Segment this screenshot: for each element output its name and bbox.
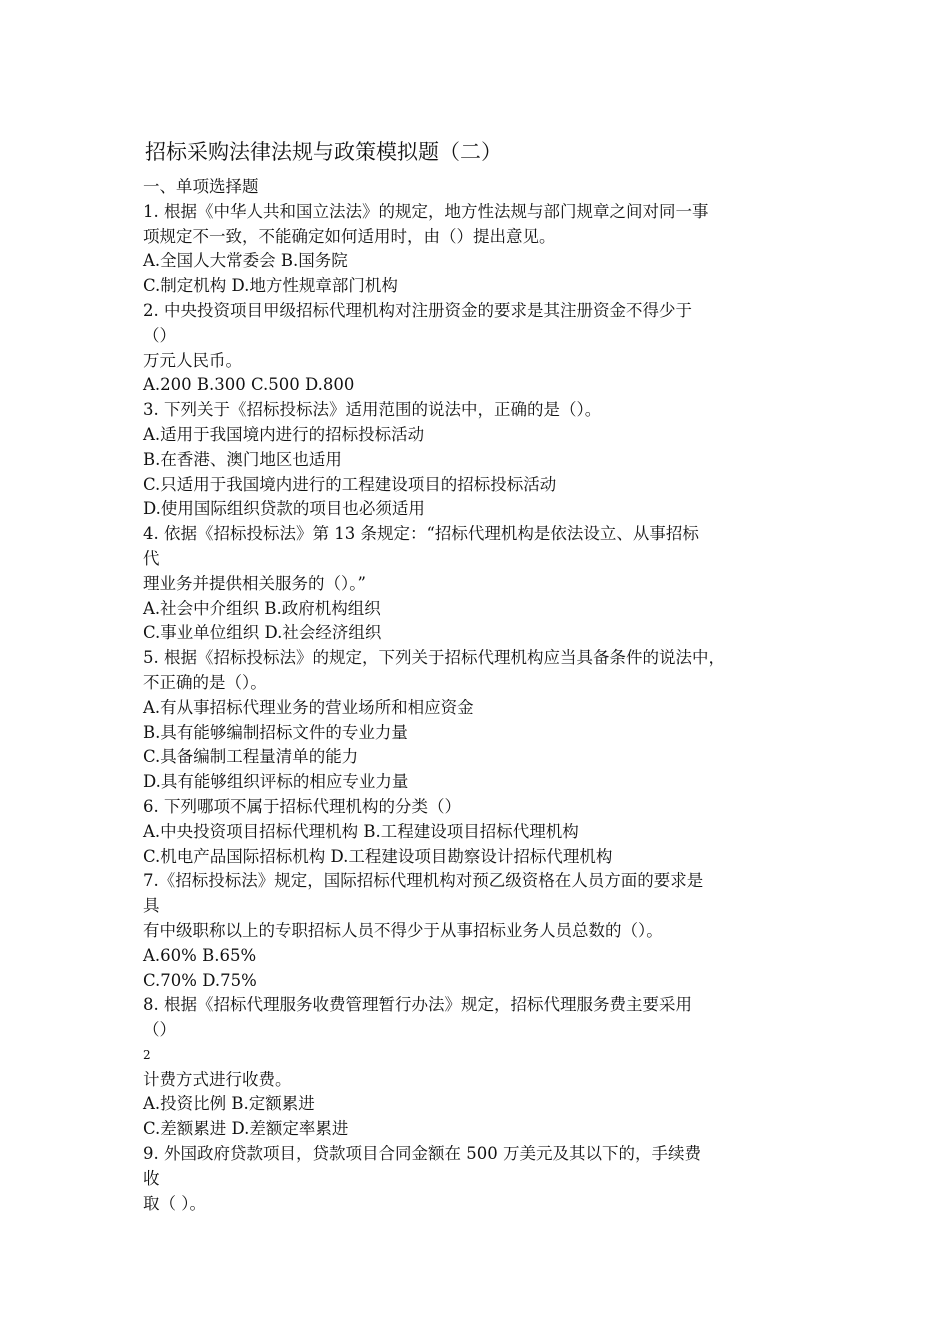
question-3-option-c: C.只适用于我国境内进行的工程建设项目的招标投标活动 (143, 474, 557, 494)
question-5-line-2: 不正确的是（）。 (143, 672, 267, 692)
question-6-options-ab: A.中央投资项目招标代理机构 B.工程建设项目招标代理机构 (143, 821, 579, 841)
question-1-line-1: 1. 根据《中华人共和国立法法》的规定，地方性法规与部门规章之间对同一事 (143, 201, 709, 221)
question-8-options-ab: A.投资比例 B.定额累进 (143, 1094, 315, 1114)
question-2-line-2: （） (143, 325, 176, 345)
question-6-options-cd: C.机电产品国际招标机构 D.工程建设项目勘察设计招标代理机构 (143, 846, 613, 866)
question-8-options-cd: C.差额累进 D.差额定率累进 (143, 1119, 349, 1139)
section-heading: 一、单项选择题 (143, 177, 259, 196)
question-5-option-a: A.有从事招标代理业务的营业场所和相应资金 (143, 697, 474, 717)
question-3-option-d: D.使用国际组织贷款的项目也必须适用 (143, 499, 425, 519)
question-5-line-1: 5. 根据《招标投标法》的规定，下列关于招标代理机构应当具备条件的说法中， (143, 648, 725, 668)
question-7-line-2: 具 (143, 896, 160, 916)
question-5-option-b: B.具有能够编制招标文件的专业力量 (143, 722, 408, 742)
question-6-line-1: 6. 下列哪项不属于招标代理机构的分类（） (143, 796, 461, 816)
question-2-options: A.200 B.300 C.500 D.800 (143, 375, 355, 395)
question-3-line-1: 3. 下列关于《招标投标法》适用范围的说法中，正确的是（）。 (143, 400, 602, 420)
question-1-options-cd: C.制定机构 D.地方性规章部门机构 (143, 276, 398, 296)
question-9-line-3: 取（ ）。 (143, 1193, 206, 1213)
question-1-options-ab: A.全国人大常委会 B.国务院 (143, 251, 348, 271)
question-7-options-cd: C.70% D.75% (143, 970, 257, 990)
question-8-line-2: （） (143, 1020, 176, 1040)
question-5-option-d: D.具有能够组织评标的相应专业力量 (143, 772, 409, 792)
question-7-line-3: 有中级职称以上的专职招标人员不得少于从事招标业务人员总数的（）。 (143, 920, 663, 940)
question-9-line-2: 收 (143, 1168, 160, 1188)
question-4-line-3: 理业务并提供相关服务的（）。” (143, 573, 366, 593)
question-8-line-1: 8. 根据《招标代理服务收费管理暂行办法》规定，招标代理服务费主要采用 (143, 995, 692, 1015)
question-3-option-b: B.在香港、澳门地区也适用 (143, 449, 342, 469)
question-9-line-1: 9. 外国政府贷款项目，贷款项目合同金额在 500 万美元及其以下的，手续费 (143, 1144, 701, 1164)
document-title: 招标采购法律法规与政策模拟题（二） (145, 140, 502, 164)
question-2-line-1: 2. 中央投资项目甲级招标代理机构对注册资金的要求是其注册资金不得少于 (143, 300, 692, 320)
question-1-line-2: 项规定不一致，不能确定如何适用时，由（）提出意见。 (143, 226, 556, 246)
question-7-options-ab: A.60% B.65% (143, 945, 257, 965)
page-number: 2 (143, 1047, 151, 1062)
question-7-line-1: 7.《招标投标法》规定，国际招标代理机构对预乙级资格在人员方面的要求是 (143, 871, 704, 891)
question-4-line-1: 4. 依据《招标投标法》第 13 条规定：“招标代理机构是依法设立、从事招标 (143, 524, 699, 544)
question-2-line-3: 万元人民币。 (143, 350, 242, 370)
question-4-options-cd: C.事业单位组织 D.社会经济组织 (143, 623, 382, 643)
question-3-option-a: A.适用于我国境内进行的招标投标活动 (143, 424, 425, 444)
question-8-line-3: 计费方式进行收费。 (143, 1069, 292, 1089)
question-5-option-c: C.具备编制工程量清单的能力 (143, 747, 359, 767)
question-4-options-ab: A.社会中介组织 B.政府机构组织 (143, 598, 381, 618)
document-body (143, 175, 823, 1216)
question-4-line-2: 代 (143, 548, 160, 568)
